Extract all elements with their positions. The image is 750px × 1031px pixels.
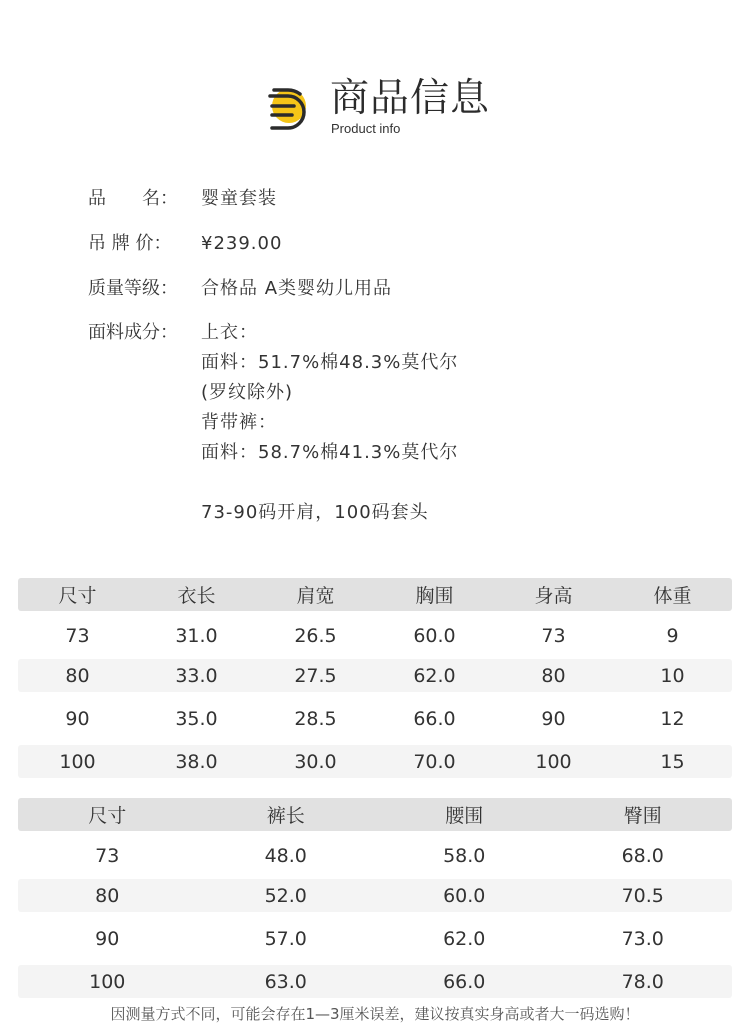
document-lines-icon: [262, 86, 312, 130]
table-cell: 35.0: [175, 707, 218, 730]
fabric-line: 上衣：: [201, 322, 258, 343]
grade-value: 合格品 A类婴幼儿用品: [201, 278, 393, 299]
table-header-cell: 肩宽: [296, 585, 335, 607]
table-cell: 52.0: [264, 884, 307, 907]
page-title: 商品信息: [330, 76, 491, 121]
table-row: [18, 702, 732, 735]
table-cell: 15: [660, 750, 685, 773]
table-cell: 73.0: [621, 927, 664, 950]
table-header-cell: 尺寸: [58, 585, 97, 607]
table-cell: 28.5: [294, 707, 337, 730]
table-cell: 73: [65, 624, 90, 647]
info-row-fabric: [88, 318, 708, 528]
table-cell: 63.0: [264, 970, 307, 993]
table-row: [18, 659, 732, 692]
table-header-cell: 衣长: [177, 585, 216, 607]
info-row-grade: [88, 274, 708, 304]
fabric-value: [201, 318, 708, 528]
name-value: 婴童套装: [201, 188, 277, 209]
table-row: [18, 839, 732, 872]
name-label: 品 名：: [88, 188, 178, 209]
table-header-cell: 身高: [534, 585, 573, 607]
table-header-cell: 体重: [653, 585, 692, 607]
price-label: 吊 牌 价：: [88, 233, 172, 254]
table-cell: 80: [541, 664, 566, 687]
table-cell: 90: [541, 707, 566, 730]
fabric-label: 面料成分：: [88, 322, 178, 343]
section-header: [262, 76, 522, 136]
table-header-row: [18, 798, 732, 831]
table-cell: 80: [95, 884, 120, 907]
info-row-price: [88, 229, 708, 259]
table-row: [18, 619, 732, 652]
table-cell: 60.0: [413, 624, 456, 647]
table-header-cell: 胸围: [415, 585, 454, 607]
table-cell: 90: [65, 707, 90, 730]
grade-label: 质量等级：: [88, 278, 178, 299]
table-cell: 9: [666, 624, 679, 647]
table-cell: 68.0: [621, 844, 664, 867]
table-cell: 31.0: [175, 624, 218, 647]
table-cell: 60.0: [443, 884, 486, 907]
table-cell: 70.0: [413, 750, 456, 773]
table-header-cell: 裤长: [266, 805, 305, 827]
price-value: ¥239.00: [201, 233, 283, 254]
table-row: [18, 922, 732, 955]
table-row: [18, 965, 732, 998]
table-cell: 90: [95, 927, 120, 950]
table-cell: 73: [541, 624, 566, 647]
fabric-line: 面料：58.7%棉41.3%莫代尔: [201, 442, 459, 463]
page-subtitle: Product info: [331, 121, 401, 136]
table-row: [18, 879, 732, 912]
table-cell: 80: [65, 664, 90, 687]
table-header-cell: 尺寸: [88, 805, 127, 827]
table-cell: 62.0: [443, 927, 486, 950]
table-row: [18, 745, 732, 778]
table-cell: 70.5: [621, 884, 664, 907]
table-cell: 62.0: [413, 664, 456, 687]
fabric-line: 背带裤：: [201, 412, 277, 433]
measurement-note: 因测量方式不同，可能会存在1—3厘米误差，建议按真实身高或者大一码选购！: [110, 1005, 640, 1023]
table-cell: 100: [89, 970, 126, 993]
table-header-cell: 臀围: [623, 805, 662, 827]
table-cell: 33.0: [175, 664, 218, 687]
table-cell: 66.0: [413, 707, 456, 730]
table-cell: 48.0: [264, 844, 307, 867]
table-cell: 100: [535, 750, 572, 773]
table-cell: 12: [660, 707, 685, 730]
table-cell: 38.0: [175, 750, 218, 773]
table-cell: 66.0: [443, 970, 486, 993]
table-cell: 10: [660, 664, 685, 687]
info-row-name: [88, 184, 708, 214]
table-cell: 78.0: [621, 970, 664, 993]
fabric-line: (罗纹除外): [201, 382, 294, 403]
table-cell: 100: [59, 750, 96, 773]
fabric-line: 面料：51.7%棉48.3%莫代尔: [201, 352, 459, 373]
opening-note: 73-90码开肩，100码套头: [201, 502, 429, 523]
table-cell: 57.0: [264, 927, 307, 950]
table-cell: 27.5: [294, 664, 337, 687]
table-header-cell: 腰围: [445, 805, 484, 827]
table-cell: 58.0: [443, 844, 486, 867]
table-header-row: [18, 578, 732, 611]
table-cell: 26.5: [294, 624, 337, 647]
table-cell: 73: [95, 844, 120, 867]
table-cell: 30.0: [294, 750, 337, 773]
